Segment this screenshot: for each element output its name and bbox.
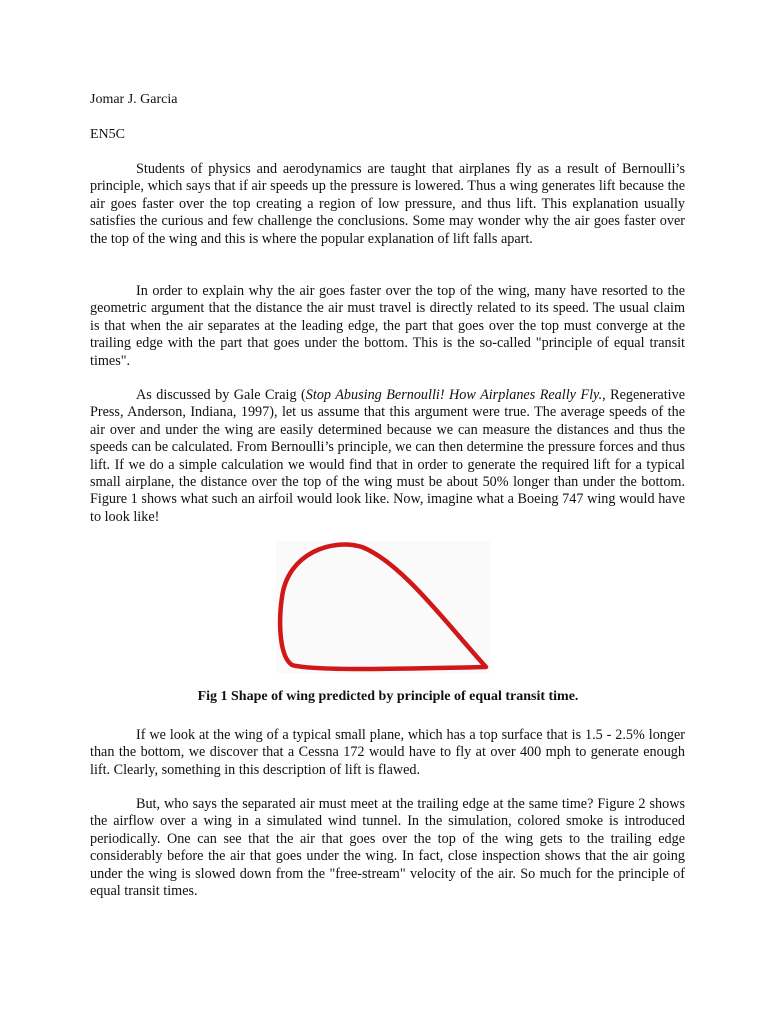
paragraph-1-text: Students of physics and aerodynamics are taught that airplanes fly as a result of Bernoulli’s principle, which says that if air speeds up the pressure is lowered. Thus a wing generates lift because the air goes faster over the top creating a region of low pressure, and thus lift. This explanation usually satisfies the curious and few challenge the conclusions. Some may wonder why the air goes faster over the top of the wing and this is where the popular explanation of lift falls apart.: [90, 161, 685, 247]
author-name: Jomar J. Garcia: [90, 92, 178, 107]
course-code: EN5C: [90, 127, 125, 142]
paragraph-5-text: But, who says the separated air must meet at the trailing edge at the same time? Figure 2 shows the airflow over a wing in a simulated wind tunnel. In the simulation, colored smoke is introduced periodically. One can see that the air that goes over the top of the wing gets to the trailing edge considerably before the air that goes under the wing. In fact, close inspection shows that the air going under the wing is slowed down from the "free-stream" velocity of the air. So much for the principle of equal transit times.: [90, 796, 685, 900]
paragraph-3-text-after: , Regenerative Press, Anderson, Indiana, 1997), let us assume that this argument were true. The average speeds of the air over and under the wing are easily determined because we can measure the distances and thus the speeds can be calculated. From Bernoulli’s principle, we can then determine the pressure forces and thus lift. If we do a simple calculation we would find that in order to generate the required lift for a typical small airplane, the distance over the top of the wing must be about 50% longer than under the bottom. Figure 1 shows what such an airfoil would look like. Now, imagine what a Boeing 747 wing would have to look like!: [90, 387, 685, 525]
book-title: Stop Abusing Bernoulli! How Airplanes Really Fly.: [305, 387, 603, 403]
airfoil-shape-drawing: [276, 541, 490, 673]
paragraph-4-text: If we look at the wing of a typical small plane, which has a top surface that is 1.5 - 2.5% longer than the bottom, we discover that a Cessna 172 would have to fly at over 400 mph to generate enough lift. Clearly, something in this description of lift is flawed.: [90, 727, 685, 778]
airfoil-outline: [280, 545, 486, 669]
paragraph-1: [90, 161, 685, 248]
airfoil-figure: [276, 541, 490, 673]
paragraph-4: [90, 727, 685, 779]
figure-caption: Fig 1 Shape of wing predicted by principle of equal transit time.: [197, 689, 579, 704]
paragraph-2: [90, 283, 685, 370]
paragraph-2-text: In order to explain why the air goes faster over the top of the wing, many have resorted to the geometric argument that the distance the air must travel is directly related to its speed. The usual claim is that when the air separates at the leading edge, the part that goes over the top must converge at the trailing edge with the part that goes under the bottom. This is the so-called "principle of equal transit times".: [90, 283, 685, 369]
paragraph-3: [90, 387, 685, 526]
paragraph-3-text-before: As discussed by Gale Craig (: [136, 387, 306, 403]
paragraph-5: [90, 796, 685, 900]
